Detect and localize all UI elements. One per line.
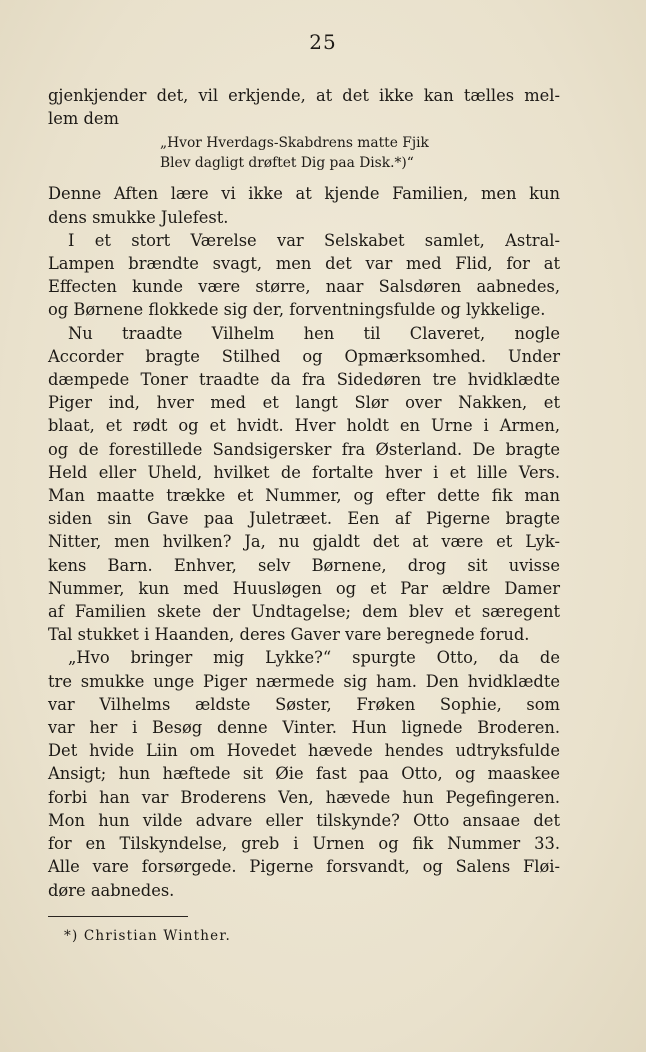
text-line: Accorder bragte Stilhed og Opmærksomhed. Under [48, 346, 560, 366]
text-line: og de forestillede Sandsigersker fra Østerland. De bragte [48, 439, 560, 459]
text-line: Mon hun vilde advare eller tilskynde? Otto ansaae det [48, 810, 560, 830]
text-line: dæmpede Toner traadte da fra Sidedøren tre hvidklædte [48, 370, 560, 390]
text-line: I et stort Værelse var Selskabet samlet, Astral- [68, 230, 560, 250]
footnote-divider [48, 916, 188, 917]
text-line: Nitter, men hvilken? Ja, nu gjaldt det at være et Lyk- [48, 532, 560, 552]
text-line: Alle vare forsørgede. Pigerne forsvandt, og Salens Fløi- [48, 857, 560, 877]
text-line: Man maatte trække et Nummer, og efter dette fik man [48, 486, 560, 506]
poem-line: „Hvor Hverdags-Skabdrens matte Fjik [160, 135, 429, 152]
text-line: for en Tilskyndelse, greb i Urnen og fik Nummer 33. [48, 834, 560, 854]
text-line: Det hvide Liin om Hovedet hævede hendes udtryksfulde [48, 741, 560, 761]
text-line: gjenkjender det, vil erkjende, at det ikke kan tælles mel- [48, 86, 560, 105]
text-line: kens Barn. Enhver, selv Børnene, drog sit uvisse [48, 555, 560, 575]
paragraph-3 [48, 229, 560, 322]
text-line: siden sin Gave paa Juletræet. Een af Pigerne bragte [48, 509, 560, 529]
text-line: Piger ind, hver med et langt Slør over Nakken, et [48, 393, 560, 413]
paragraph-2 [48, 182, 560, 228]
text-line: af Familien skete der Undtagelse; dem blev et særegent [48, 602, 560, 622]
poem-line: Blev dagligt drøftet Dig paa Disk.*)“ [160, 155, 414, 172]
text-line: Tal stukket i Haanden, deres Gaver vare beregnede forud. [48, 625, 530, 645]
text-line: blaat, et rødt og et hvidt. Hver holdt en Urne i Armen, [48, 416, 560, 436]
text-line: forbi han var Broderens Ven, hævede hun Pegefingeren. [48, 787, 560, 807]
text-line: Held eller Uheld, hvilket de fortalte hver i et lille Vers. [48, 462, 560, 482]
text-line: tre smukke unge Piger nærmede sig ham. Den hvidklædte [48, 671, 560, 691]
page-number: 25 [309, 30, 337, 54]
text-line: var her i Besøg denne Vinter. Hun lignede Broderen. [48, 718, 560, 738]
body-text [48, 84, 560, 902]
text-line: Lampen brændte svagt, men det var med Flid, for at [48, 254, 560, 274]
text-line: „Hvo bringer mig Lykke?“ spurgte Otto, da de [68, 648, 560, 668]
text-line: Ansigt; hun hæftede sit Øie fast paa Otto, og maaskee [48, 764, 560, 784]
text-line: Nummer, kun med Huusløgen og et Par ældre Damer [48, 578, 560, 598]
text-line: dens smukke Julefest. [48, 207, 229, 227]
paragraph-1 [48, 84, 560, 130]
text-line: lem dem [48, 109, 119, 129]
text-line: Denne Aften lære vi ikke at kjende Familien, men kun [48, 184, 560, 204]
text-line: Effecten kunde være større, naar Salsdøren aabnedes, [48, 277, 560, 297]
footnote: *) Christian Winther. [64, 928, 232, 944]
poem-quote [48, 133, 560, 173]
paragraph-5 [48, 646, 560, 901]
text-line: var Vilhelms ældste Søster, Frøken Sophie, som [48, 694, 560, 714]
text-line: døre aabnedes. [48, 880, 175, 900]
text-line: Nu traadte Vilhelm hen til Claveret, nogle [68, 323, 560, 343]
paragraph-4 [48, 322, 560, 647]
text-line: og Børnene flokkede sig der, forventningsfulde og lykkelige. [48, 300, 546, 320]
